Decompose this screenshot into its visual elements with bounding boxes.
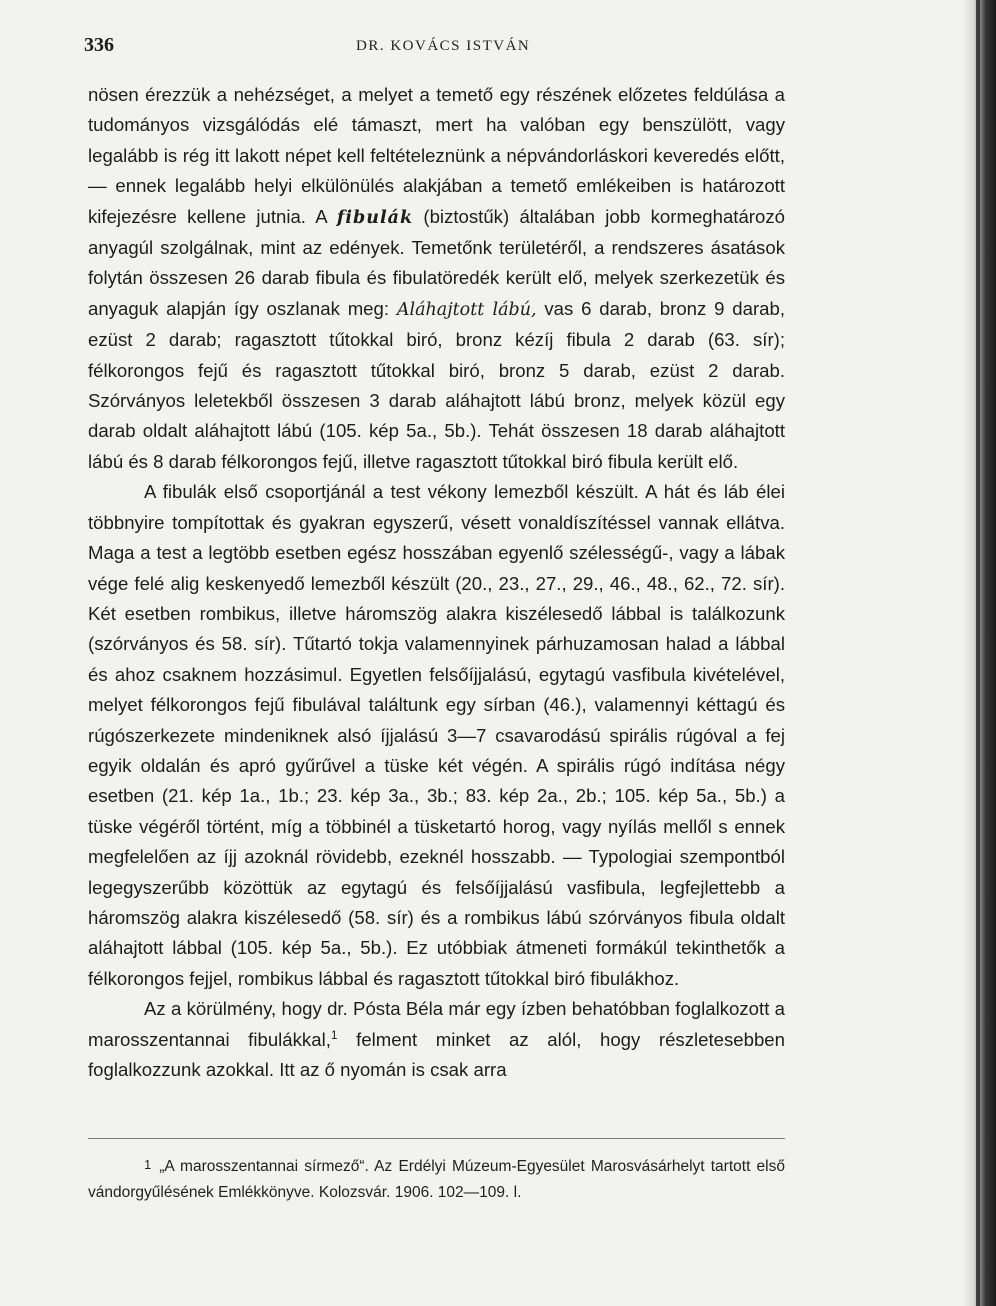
running-head: [0, 34, 960, 60]
page-number: 336: [84, 34, 114, 56]
paragraph-1-part-3: vas 6 darab, bronz 9 darab, ezüst 2 darab; ragasztott tűtokkal biró, bronz kézíj fibula 2 darab (63. sír); félkorongos fejű és ragasztott tűtokkal biró, bronz 5 darab, ezüst 2 darab. Szórványos leletekből összesen 3 darab aláhajtott lábú bronz, melyek közül egy darab oldalt aláhajtott lábú (105. kép 5a., 5b.). Tehát összesen 18 darab aláhajtott lábú és 8 darab félkorongos fejű, illetve ragasztott tűtokkal biró fibula került elő.: [88, 297, 785, 472]
running-head-author: DR. KOVÁCS ISTVÁN: [356, 38, 531, 54]
paragraph-1: [88, 80, 785, 477]
emphasis-fibulak: fibulák: [336, 207, 414, 228]
paragraph-3: [88, 994, 785, 1085]
paragraph-1-part-2: (biztostűk) általában jobb kormeghatározó anyagúl szolgálnak, mint az edények. Temetőnk területéről, a rendszeres ásatások folytán összesen 26 darab fibula és fibulatöredék került elő, melyek szerkezetük és anyaguk alapján így oszlanak meg:: [88, 205, 785, 319]
footnote-reference: 1: [330, 1027, 338, 1042]
paragraph-2: A fibulák első csoportjánál a test vékony lemezből készült. A hát és láb élei többnyire tompítottak és gyakran egyszerű, vésett vonaldíszítéssel vannak ellátva. Maga a test a legtöbb esetben egész hosszában egyenlő szélességű-, vagy a lábak vége felé alig keskenyedő lemezből készült (20., 23., 27., 29., 46., 48., 62., 72. sír). Két esetben rombikus, illetve háromszög alakra kiszélesedő lábbal is találkozunk (szórványos és 58. sír). Tűtartó tokja valamennyinek párhuzamosan halad a lábbal és ahoz csaknem hozzásimul. Egyetlen felsőíjjalású, egytagú vasfibula kivételével, melyet félkorongos fejű fibulával találtunk egy sírban (46.), valamennyi kéttagú és rúgószerkezete mindeniknek alsó íjjalású 3—7 csavarodású spirális rúgóval a fej egyik oldalán és apró gyűrűvel a tüske két végén. A spirális rúgó indítása négy esetben (21. kép 1a., 1b.; 23. kép 3a., 3b.; 83. kép 2a., 2b.; 105. kép 5a., 5b.) a tüske végéről történt, míg a többinél a tüsketartó horog, vagy nyílás mellől s ennek megfelelően az íjj azoknál rövidebb, ezeknél hosszabb. — Typologiai szempontból legegyszerűbb közöttük az egytagú és felsőíjjalású vasfibula, legfejlettebb a háromszög alakra kiszélesedő (58. sír) és a rombikus lábú szórványos fibula oldalt aláhajtott lábbal (105. kép 5a., 5b.). Ez utóbbiak átmeneti formákúl tekinthetők a félkorongos fejjel, rombikus lábbal és ragasztott tűtokkal biró fibulákhoz.: [88, 481, 785, 989]
paragraph-1-part-1: nösen érezzük a nehézséget, a melyet a temető egy részének előzetes feldúlása a tudományos vizsgálódás elé támaszt, mert ha valóban egy benszülött, vagy legalább is rég itt lakott népet kell feltételeznünk a népvándorláskori keveredés előtt, — ennek legalább helyi elkülönülés alakjában a temető emlékeiben is határozott kifejezésre kellene jutnia. A: [88, 84, 785, 227]
footnote-divider: [88, 1138, 785, 1139]
footnote-mark: 1: [144, 1157, 152, 1172]
page-edge-line: [976, 0, 980, 1306]
body-text: [88, 80, 785, 1085]
emphasis-alahajtott-labu: Aláhajtott lábú,: [396, 299, 537, 320]
paragraph-3-part-1: Az a körülmény, hogy dr. Pósta Béla már egy ízben behatóbban foglalkozott a marosszentannai fibulákkal,: [88, 998, 785, 1050]
paragraph-3-part-2: felment minket az alól, hogy részletesebben foglalkozzunk azokkal. Itt az ő nyomán is csak arra: [88, 1028, 785, 1080]
footnote: [88, 1152, 785, 1206]
footnote-text: „A marosszentannai sírmező“. Az Erdélyi Múzeum-Egyesület Marosvásárhelyt tartott első vándorgyűlésének Emlékkönyve. Kolozsvár. 1906. 102—109. l.: [88, 1158, 785, 1201]
